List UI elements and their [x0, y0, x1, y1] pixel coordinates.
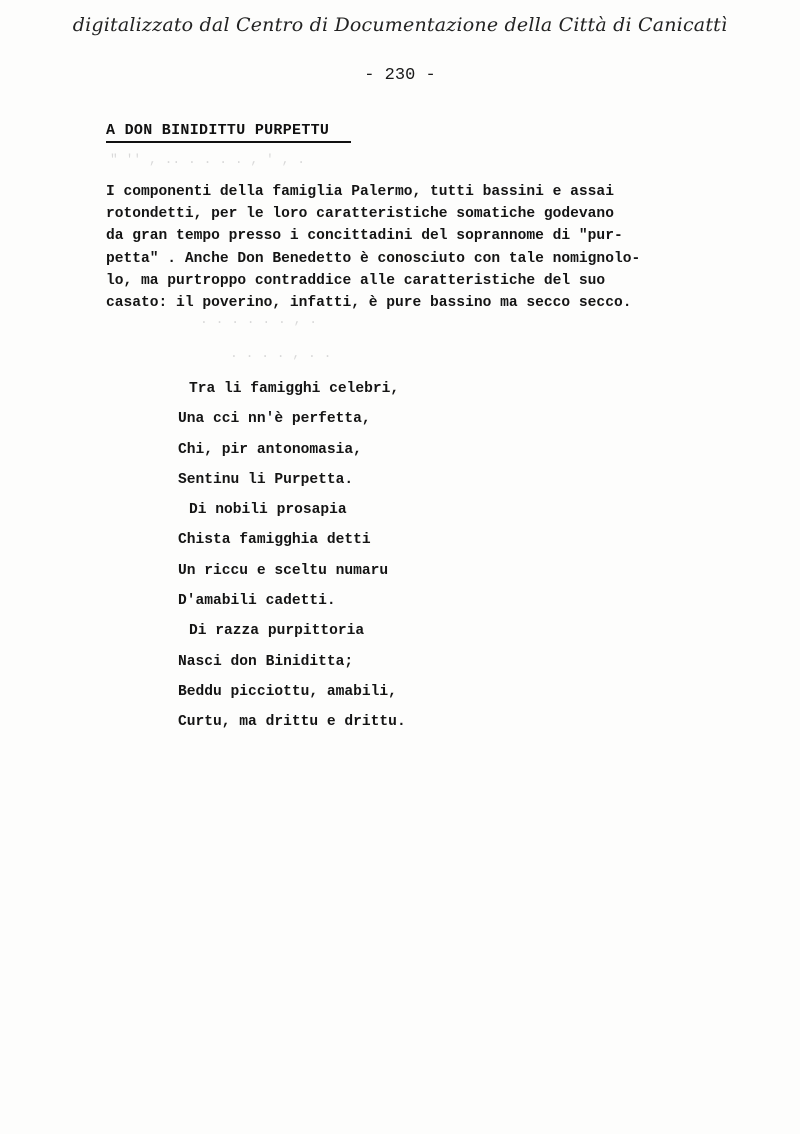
poem-verse: Chi, pir antonomasia, — [178, 441, 362, 458]
poem-verse: Una cci nn'è perfetta, — [178, 411, 371, 428]
intro-line: rotondetti, per le loro caratteristiche somatiche godevano — [106, 206, 614, 223]
poem-verse: D'amabili cadetti. — [178, 593, 336, 610]
poem-verse: Nasci don Biniditta; — [178, 653, 354, 670]
poem-title: A DON BINIDITTU PURPETTU — [106, 121, 351, 143]
poem-verse: Tra li famigghi celebri, — [189, 381, 400, 397]
digitization-watermark: digitalizzato dal Centro di Documentazione della Città di Canicattì — [72, 14, 728, 36]
intro-line: lo, ma purtroppo contraddice alle caratteristiche del suo — [106, 272, 606, 289]
poem-verse: Curtu, ma drittu e drittu. — [178, 714, 406, 731]
poem-verse: Sentinu li Purpetta. — [178, 471, 354, 488]
intro-line: petta" . Anche Don Benedetto è conosciuto con tale nomignolo- — [106, 250, 641, 267]
poem-verse: Di nobili prosapia — [189, 502, 347, 519]
intro-line: da gran tempo presso i concittadini del soprannome di "pur- — [106, 228, 623, 245]
intro-line: I componenti della famiglia Palermo, tutti bassini e assai — [106, 184, 614, 200]
poem-verse: Beddu picciottu, amabili, — [178, 683, 397, 700]
bleed-through-text: " '' , .. . . . . , ' , . — [110, 152, 306, 167]
intro-paragraph — [106, 181, 746, 314]
poem-verse: Di razza purpittoria — [189, 623, 365, 640]
bleed-through-text: . . . . , . . — [230, 346, 332, 361]
poem-body — [178, 374, 406, 738]
poem-verse: Un riccu e sceltu numaru — [178, 562, 389, 579]
page-number: - 230 - — [364, 66, 436, 85]
bleed-through-text: . . . . . . , . — [200, 312, 318, 327]
poem-verse: Chista famigghia detti — [178, 532, 371, 549]
intro-line: casato: il poverino, infatti, è pure bassino ma secco secco. — [106, 295, 632, 312]
